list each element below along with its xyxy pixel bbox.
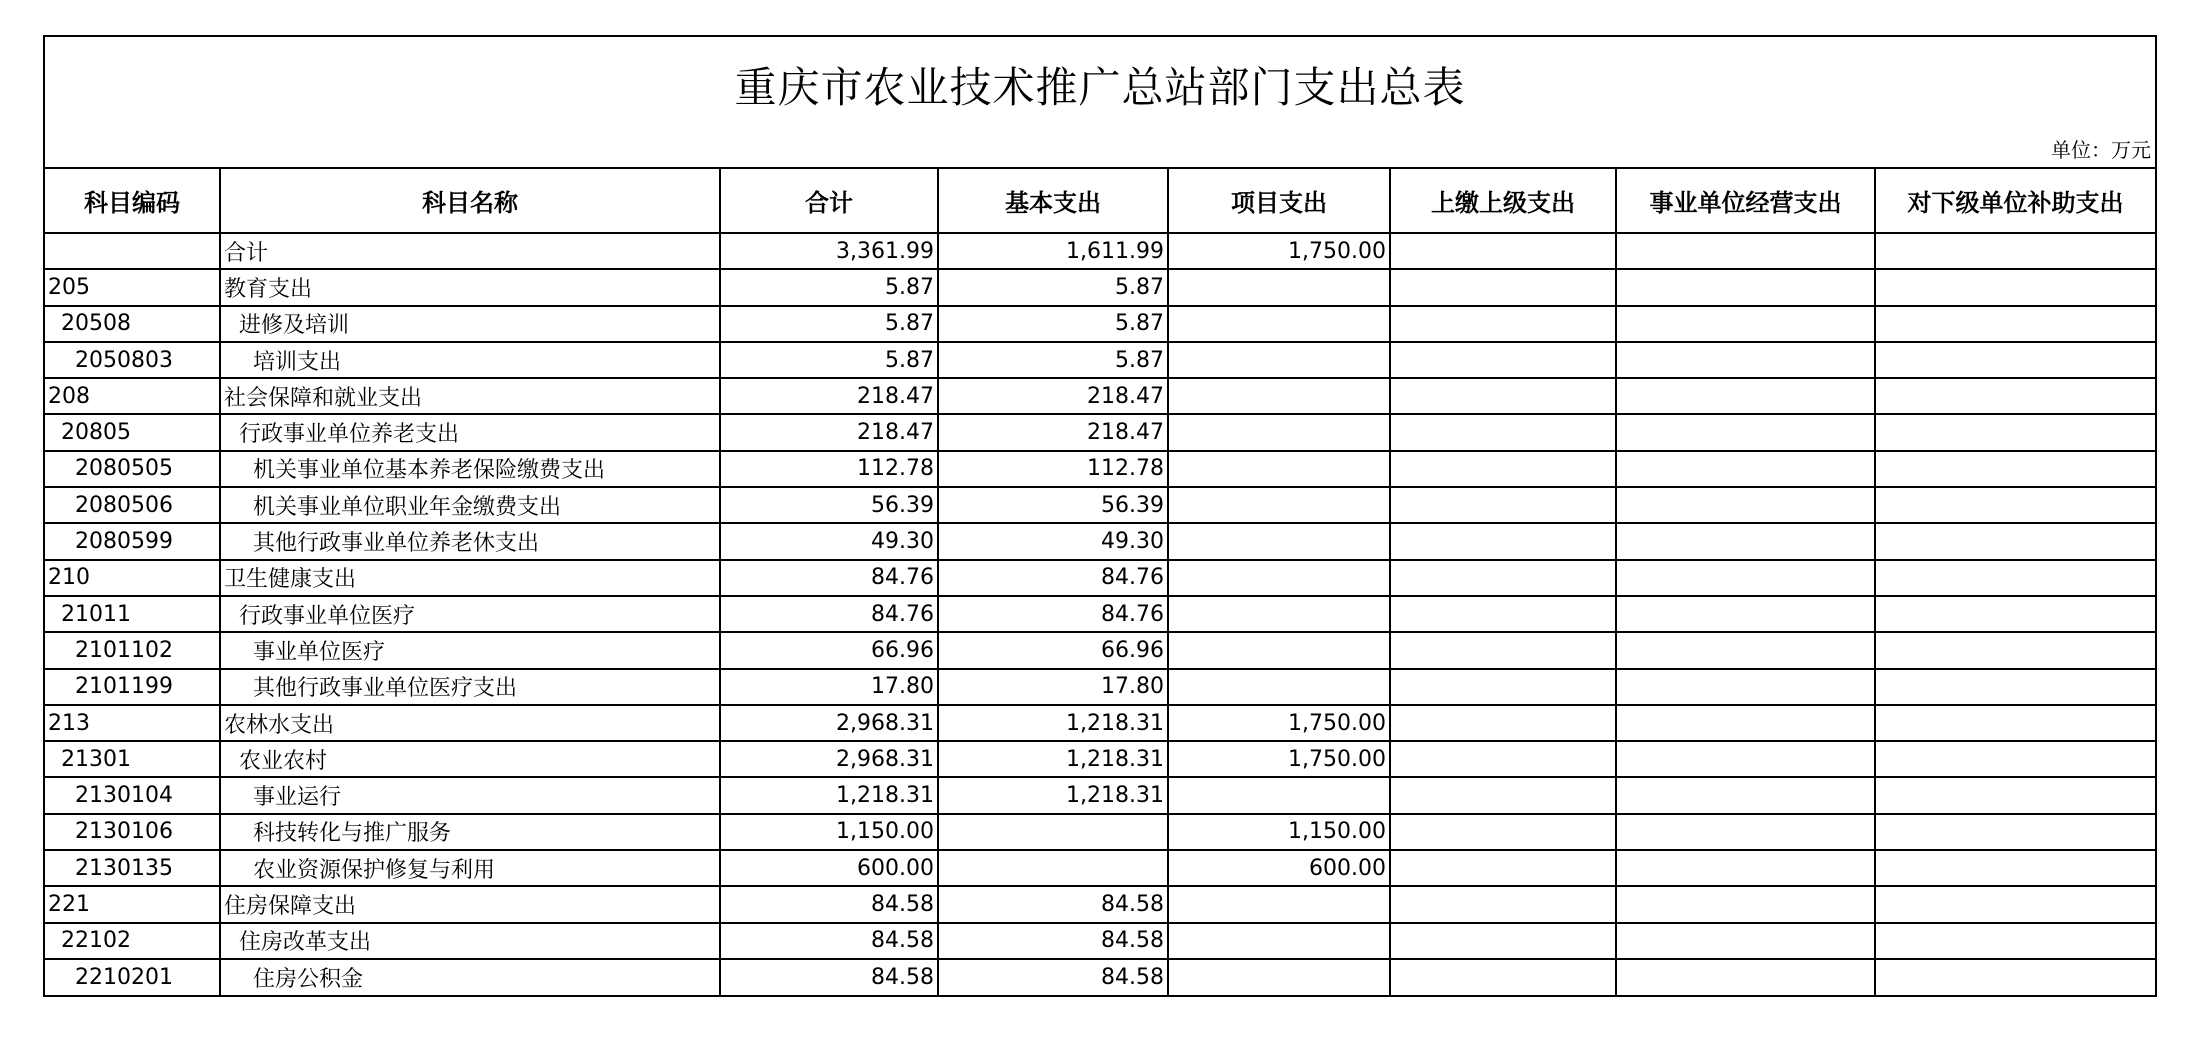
header-name: 科目名称 [220, 169, 720, 233]
subsidy-cell [1875, 596, 2155, 632]
subsidy-cell [1875, 850, 2155, 886]
upper-cell [1390, 378, 1616, 414]
business-cell [1616, 777, 1875, 813]
project-cell [1168, 560, 1390, 596]
subsidy-cell [1875, 523, 2155, 559]
subsidy-cell [1875, 741, 2155, 777]
project-cell [1168, 414, 1390, 450]
business-cell [1616, 451, 1875, 487]
subsidy-cell [1875, 632, 2155, 668]
name-cell: 事业运行 [220, 777, 720, 813]
table-row [45, 777, 2155, 813]
upper-cell [1390, 487, 1616, 523]
subsidy-cell [1875, 269, 2155, 305]
code-cell: 21301 [45, 741, 220, 777]
business-cell [1616, 306, 1875, 342]
table-row [45, 923, 2155, 959]
table-row [45, 705, 2155, 741]
code-cell: 221 [45, 886, 220, 922]
subsidy-cell [1875, 560, 2155, 596]
total-cell: 218.47 [720, 414, 938, 450]
project-cell [1168, 378, 1390, 414]
total-cell: 3,361.99 [720, 233, 938, 269]
basic-cell: 84.58 [938, 886, 1168, 922]
total-cell: 600.00 [720, 850, 938, 886]
basic-cell: 1,611.99 [938, 233, 1168, 269]
upper-cell [1390, 233, 1616, 269]
total-cell: 5.87 [720, 269, 938, 305]
project-cell [1168, 886, 1390, 922]
basic-cell: 5.87 [938, 269, 1168, 305]
upper-cell [1390, 632, 1616, 668]
total-cell: 2,968.31 [720, 705, 938, 741]
name-cell: 卫生健康支出 [220, 560, 720, 596]
project-cell [1168, 487, 1390, 523]
code-cell: 2101199 [45, 669, 220, 705]
code-cell: 20805 [45, 414, 220, 450]
subsidy-cell [1875, 487, 2155, 523]
table-row [45, 814, 2155, 850]
code-cell: 208 [45, 378, 220, 414]
total-cell: 1,150.00 [720, 814, 938, 850]
upper-cell [1390, 959, 1616, 995]
basic-cell: 218.47 [938, 378, 1168, 414]
upper-cell [1390, 886, 1616, 922]
basic-cell: 17.80 [938, 669, 1168, 705]
business-cell [1616, 269, 1875, 305]
name-cell: 培训支出 [220, 342, 720, 378]
upper-cell [1390, 560, 1616, 596]
upper-cell [1390, 923, 1616, 959]
total-cell: 218.47 [720, 378, 938, 414]
business-cell [1616, 814, 1875, 850]
code-cell: 2130135 [45, 850, 220, 886]
basic-cell: 84.58 [938, 923, 1168, 959]
name-cell: 农业农村 [220, 741, 720, 777]
project-cell [1168, 632, 1390, 668]
business-cell [1616, 487, 1875, 523]
name-cell: 社会保障和就业支出 [220, 378, 720, 414]
name-cell: 行政事业单位养老支出 [220, 414, 720, 450]
table-row [45, 669, 2155, 705]
code-cell: 2050803 [45, 342, 220, 378]
upper-cell [1390, 451, 1616, 487]
header-code: 科目编码 [45, 169, 220, 233]
business-cell [1616, 414, 1875, 450]
business-cell [1616, 523, 1875, 559]
name-cell: 住房保障支出 [220, 886, 720, 922]
upper-cell [1390, 269, 1616, 305]
code-cell: 210 [45, 560, 220, 596]
name-cell: 科技转化与推广服务 [220, 814, 720, 850]
name-cell: 合计 [220, 233, 720, 269]
basic-cell: 218.47 [938, 414, 1168, 450]
table-row [45, 596, 2155, 632]
code-cell: 2101102 [45, 632, 220, 668]
table-row [45, 523, 2155, 559]
subsidy-cell [1875, 233, 2155, 269]
name-cell: 其他行政事业单位医疗支出 [220, 669, 720, 705]
project-cell [1168, 669, 1390, 705]
table-row [45, 741, 2155, 777]
total-cell: 56.39 [720, 487, 938, 523]
table-row [45, 959, 2155, 995]
project-cell [1168, 306, 1390, 342]
basic-cell: 1,218.31 [938, 777, 1168, 813]
total-cell: 5.87 [720, 306, 938, 342]
table-row [45, 378, 2155, 414]
basic-cell [938, 850, 1168, 886]
basic-cell: 1,218.31 [938, 741, 1168, 777]
basic-cell: 49.30 [938, 523, 1168, 559]
basic-cell: 1,218.31 [938, 705, 1168, 741]
business-cell [1616, 669, 1875, 705]
code-cell [45, 233, 220, 269]
business-cell [1616, 342, 1875, 378]
business-cell [1616, 705, 1875, 741]
code-cell: 22102 [45, 923, 220, 959]
business-cell [1616, 233, 1875, 269]
subsidy-cell [1875, 923, 2155, 959]
subsidy-cell [1875, 342, 2155, 378]
basic-cell: 5.87 [938, 306, 1168, 342]
upper-cell [1390, 741, 1616, 777]
business-cell [1616, 850, 1875, 886]
code-cell: 2080505 [45, 451, 220, 487]
name-cell: 机关事业单位职业年金缴费支出 [220, 487, 720, 523]
code-cell: 20508 [45, 306, 220, 342]
subsidy-cell [1875, 777, 2155, 813]
project-cell [1168, 959, 1390, 995]
subsidy-cell [1875, 451, 2155, 487]
name-cell: 住房公积金 [220, 959, 720, 995]
table-row [45, 886, 2155, 922]
table-body [45, 233, 2155, 995]
table-row [45, 560, 2155, 596]
subsidy-cell [1875, 306, 2155, 342]
total-cell: 17.80 [720, 669, 938, 705]
project-cell [1168, 523, 1390, 559]
subsidy-cell [1875, 669, 2155, 705]
expenditure-table [45, 169, 2155, 995]
subsidy-cell [1875, 378, 2155, 414]
upper-cell [1390, 814, 1616, 850]
project-cell: 1,750.00 [1168, 705, 1390, 741]
name-cell: 进修及培训 [220, 306, 720, 342]
page-title: 重庆市农业技术推广总站部门支出总表 [734, 63, 1466, 112]
total-cell: 1,218.31 [720, 777, 938, 813]
subsidy-cell [1875, 886, 2155, 922]
unit-label: 单位：万元 [2051, 138, 2151, 162]
total-cell: 112.78 [720, 451, 938, 487]
code-cell: 2130106 [45, 814, 220, 850]
upper-cell [1390, 342, 1616, 378]
total-cell: 49.30 [720, 523, 938, 559]
total-cell: 2,968.31 [720, 741, 938, 777]
basic-cell: 84.76 [938, 560, 1168, 596]
upper-cell [1390, 414, 1616, 450]
project-cell [1168, 923, 1390, 959]
name-cell: 其他行政事业单位养老休支出 [220, 523, 720, 559]
upper-cell [1390, 777, 1616, 813]
table-row [45, 342, 2155, 378]
table-row [45, 233, 2155, 269]
total-cell: 84.58 [720, 959, 938, 995]
name-cell: 事业单位医疗 [220, 632, 720, 668]
table-row [45, 632, 2155, 668]
business-cell [1616, 959, 1875, 995]
code-cell: 2080599 [45, 523, 220, 559]
table-header [45, 169, 2155, 233]
code-cell: 21011 [45, 596, 220, 632]
upper-cell [1390, 669, 1616, 705]
total-cell: 66.96 [720, 632, 938, 668]
basic-cell: 84.58 [938, 959, 1168, 995]
title-block [45, 37, 2155, 169]
header-row [45, 169, 2155, 233]
name-cell: 教育支出 [220, 269, 720, 305]
business-cell [1616, 560, 1875, 596]
total-cell: 84.58 [720, 923, 938, 959]
table-row [45, 451, 2155, 487]
basic-cell: 5.87 [938, 342, 1168, 378]
upper-cell [1390, 306, 1616, 342]
name-cell: 农林水支出 [220, 705, 720, 741]
header-subsidy: 对下级单位补助支出 [1875, 169, 2155, 233]
project-cell [1168, 342, 1390, 378]
subsidy-cell [1875, 959, 2155, 995]
project-cell [1168, 269, 1390, 305]
code-cell: 2210201 [45, 959, 220, 995]
header-basic: 基本支出 [938, 169, 1168, 233]
subsidy-cell [1875, 705, 2155, 741]
total-cell: 84.76 [720, 596, 938, 632]
business-cell [1616, 632, 1875, 668]
header-project: 项目支出 [1168, 169, 1390, 233]
basic-cell: 84.76 [938, 596, 1168, 632]
total-cell: 5.87 [720, 342, 938, 378]
business-cell [1616, 886, 1875, 922]
code-cell: 213 [45, 705, 220, 741]
basic-cell: 66.96 [938, 632, 1168, 668]
total-cell: 84.58 [720, 886, 938, 922]
upper-cell [1390, 705, 1616, 741]
upper-cell [1390, 850, 1616, 886]
project-cell: 1,750.00 [1168, 233, 1390, 269]
subsidy-cell [1875, 414, 2155, 450]
business-cell [1616, 378, 1875, 414]
table-row [45, 306, 2155, 342]
code-cell: 2080506 [45, 487, 220, 523]
table-row [45, 487, 2155, 523]
name-cell: 机关事业单位基本养老保险缴费支出 [220, 451, 720, 487]
code-cell: 2130104 [45, 777, 220, 813]
expenditure-sheet [43, 35, 2157, 997]
project-cell: 1,750.00 [1168, 741, 1390, 777]
name-cell: 住房改革支出 [220, 923, 720, 959]
table-row [45, 269, 2155, 305]
business-cell [1616, 741, 1875, 777]
basic-cell: 56.39 [938, 487, 1168, 523]
basic-cell: 112.78 [938, 451, 1168, 487]
name-cell: 农业资源保护修复与利用 [220, 850, 720, 886]
header-total: 合计 [720, 169, 938, 233]
basic-cell [938, 814, 1168, 850]
upper-cell [1390, 596, 1616, 632]
project-cell: 1,150.00 [1168, 814, 1390, 850]
name-cell: 行政事业单位医疗 [220, 596, 720, 632]
code-cell: 205 [45, 269, 220, 305]
business-cell [1616, 596, 1875, 632]
project-cell [1168, 451, 1390, 487]
business-cell [1616, 923, 1875, 959]
header-upper: 上缴上级支出 [1390, 169, 1616, 233]
project-cell [1168, 777, 1390, 813]
header-business: 事业单位经营支出 [1616, 169, 1875, 233]
table-row [45, 850, 2155, 886]
project-cell: 600.00 [1168, 850, 1390, 886]
upper-cell [1390, 523, 1616, 559]
total-cell: 84.76 [720, 560, 938, 596]
project-cell [1168, 596, 1390, 632]
table-row [45, 414, 2155, 450]
subsidy-cell [1875, 814, 2155, 850]
